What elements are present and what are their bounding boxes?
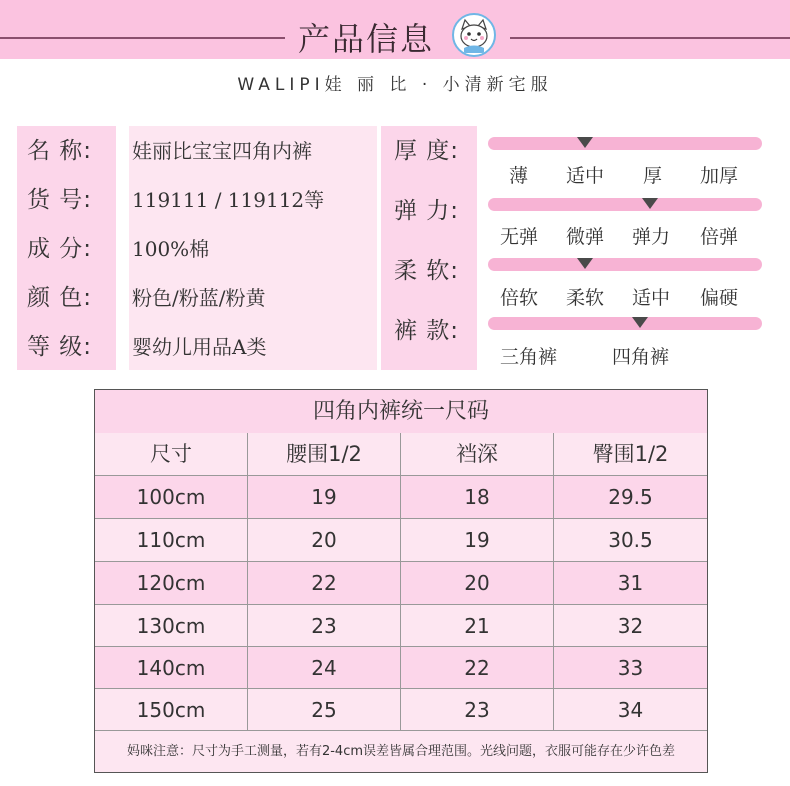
size-chart-table xyxy=(94,389,708,773)
table-cell: 23 xyxy=(248,605,401,647)
info-label: 货 号: xyxy=(27,187,93,213)
cartoon-cat-mascot-icon xyxy=(452,13,496,57)
thickness-scale-bar xyxy=(488,137,762,150)
info-row-grade xyxy=(17,322,377,372)
table-cell: 21 xyxy=(401,605,554,647)
table-cell: 130cm xyxy=(95,605,248,647)
size-chart-title: 四角内裤统一尺码 xyxy=(95,390,707,434)
attribute-label-thickness: 厚 度: xyxy=(394,138,460,164)
attribute-label-style: 裤 款: xyxy=(394,318,460,344)
info-value: 119111 / 119112等 xyxy=(132,188,325,212)
attribute-label-elasticity: 弹 力: xyxy=(394,198,460,224)
measurement-note: 妈咪注意：尺寸为手工测量，若有2-4cm误差皆属合理范围。光线问题，衣服可能存在少许色差 xyxy=(95,731,707,772)
elasticity-marker xyxy=(642,198,658,209)
style-option: 四角裤 xyxy=(612,346,670,368)
table-cell: 32 xyxy=(554,605,707,647)
table-cell: 22 xyxy=(248,562,401,605)
table-cell: 22 xyxy=(401,647,554,689)
info-value: 娃丽比宝宝四角内裤 xyxy=(132,139,312,163)
thickness-option: 适中 xyxy=(566,165,605,187)
table-cell: 20 xyxy=(248,519,401,562)
attribute-label-softness: 柔 软: xyxy=(394,258,460,284)
table-header-cell: 腰围1/2 xyxy=(248,433,401,476)
softness-option: 偏硬 xyxy=(700,287,739,309)
thickness-marker xyxy=(577,137,593,148)
table-cell: 110cm xyxy=(95,519,248,562)
table-cell: 100cm xyxy=(95,476,248,519)
table-cell: 29.5 xyxy=(554,476,707,519)
table-cell: 19 xyxy=(401,519,554,562)
softness-option: 柔软 xyxy=(566,287,605,309)
info-row-item-number xyxy=(17,175,377,225)
softness-option: 适中 xyxy=(632,287,671,309)
info-label: 颜 色: xyxy=(27,285,93,311)
info-row-name xyxy=(17,126,377,176)
thickness-option: 厚 xyxy=(643,165,663,187)
thickness-option: 加厚 xyxy=(700,165,739,187)
table-cell: 120cm xyxy=(95,562,248,605)
style-option: 三角裤 xyxy=(500,346,558,368)
softness-scale-bar xyxy=(488,258,762,271)
elasticity-option: 无弹 xyxy=(500,226,539,248)
product-info-panel xyxy=(17,126,377,370)
title-divider-right xyxy=(510,37,790,39)
table-cell: 18 xyxy=(401,476,554,519)
table-cell: 19 xyxy=(248,476,401,519)
table-cell: 33 xyxy=(554,647,707,689)
table-cell: 140cm xyxy=(95,647,248,689)
title-band xyxy=(0,0,790,59)
table-cell: 25 xyxy=(248,689,401,731)
table-cell: 31 xyxy=(554,562,707,605)
table-cell: 20 xyxy=(401,562,554,605)
elasticity-scale-bar xyxy=(488,198,762,211)
softness-option: 倍软 xyxy=(500,287,539,309)
table-cell: 34 xyxy=(554,689,707,731)
info-value: 粉色/粉蓝/粉黄 xyxy=(132,286,266,310)
info-label: 等 级: xyxy=(27,334,93,360)
table-header-cell: 臀围1/2 xyxy=(554,433,707,476)
style-marker xyxy=(632,317,648,328)
softness-marker xyxy=(577,258,593,269)
elasticity-option: 微弹 xyxy=(566,226,605,248)
brand-subtitle: WALIPI娃 丽 比 · 小清新宅服 xyxy=(237,75,553,95)
table-header-cell: 裆深 xyxy=(401,433,554,476)
info-row-material xyxy=(17,224,377,274)
info-value: 100%棉 xyxy=(132,237,210,261)
table-cell: 24 xyxy=(248,647,401,689)
table-cell: 150cm xyxy=(95,689,248,731)
info-label: 成 分: xyxy=(27,236,93,262)
table-header-cell: 尺寸 xyxy=(95,433,248,476)
attribute-label-column xyxy=(381,126,477,370)
info-value: 婴幼儿用品A类 xyxy=(132,335,267,359)
table-cell: 23 xyxy=(401,689,554,731)
elasticity-option: 倍弹 xyxy=(700,226,739,248)
style-scale-bar xyxy=(488,317,762,330)
info-row-color xyxy=(17,273,377,323)
title-divider-left xyxy=(0,37,285,39)
info-label: 名 称: xyxy=(27,138,93,164)
thickness-option: 薄 xyxy=(509,165,529,187)
table-cell: 30.5 xyxy=(554,519,707,562)
page-title: 产品信息 xyxy=(298,20,435,58)
elasticity-option: 弹力 xyxy=(632,226,671,248)
